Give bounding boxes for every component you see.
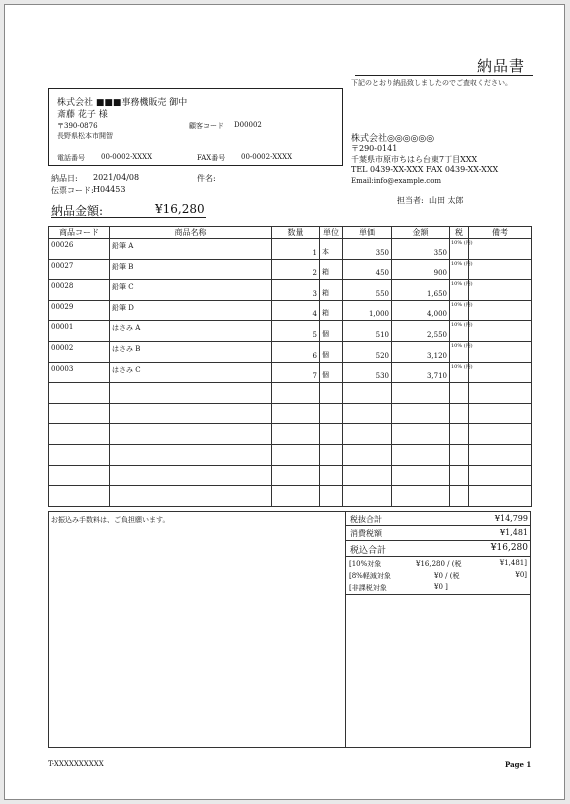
cell-code: 00026 [49,239,110,260]
cell-qty [272,383,320,404]
cell-note [469,424,532,445]
cell-name: 鉛筆 B [110,259,272,280]
cell-tax: 10% (内) [450,259,469,280]
cell-tax: 10% (内) [450,321,469,342]
cell-code: 00028 [49,280,110,301]
header-code: 商品コード [49,227,110,239]
cell-unit [320,403,343,424]
slip-code-label: 伝票コード: [51,186,94,195]
tax-8-amount: ¥0] [515,571,527,579]
cell-tax [450,465,469,486]
cell-note [469,321,532,342]
header-tax: 税 [450,227,469,239]
delivery-amount: ¥16,280 [155,202,205,216]
customer-person: 斎藤 花子 様 [57,110,108,120]
cell-amount: 350 [392,239,450,260]
cell-amount [392,403,450,424]
cell-code: 00002 [49,341,110,362]
delivery-note-page [4,4,565,800]
cell-tax: 10% (内) [450,341,469,362]
cell-note [469,465,532,486]
transfer-fee-note: お振込み手数料は、ご負担願います。 [51,516,170,524]
cell-code [49,444,110,465]
cell-note [469,341,532,362]
cell-amount [392,486,450,507]
cell-tax [450,383,469,404]
cell-unit [320,465,343,486]
cell-qty: 4 [272,300,320,321]
cell-price [343,403,392,424]
staff-name: 山田 太郎 [429,196,464,205]
table-row [49,383,532,404]
header-qty: 数量 [272,227,320,239]
cell-note [469,259,532,280]
delivery-date: 2021/04/08 [93,173,140,182]
issuer-company: 株式会社◎◎◎◎◎◎ [351,134,435,144]
cell-code [49,465,110,486]
cell-note [469,444,532,465]
cell-price: 1,000 [343,300,392,321]
cell-name: はさみ B [110,341,272,362]
staff-label: 担当者: [397,196,424,205]
cell-note [469,362,532,383]
cell-amount [392,444,450,465]
summary-area [48,511,531,748]
cell-unit: 個 [320,362,343,383]
cell-price: 520 [343,341,392,362]
subtotal-label: 税抜合計 [350,515,382,524]
cell-price [343,444,392,465]
issuer-tel-fax: TEL 0439-XX-XXX FAX 0439-XX-XXX [351,165,499,174]
cell-tax: 10% (内) [450,300,469,321]
customer-fax: 00-0002-XXXX [241,153,293,161]
header-unit: 単位 [320,227,343,239]
cell-note [469,239,532,260]
cell-qty [272,486,320,507]
tax-total-value: ¥1,481 [500,528,528,537]
cell-note [469,403,532,424]
customer-fax-label: FAX番号 [197,154,226,162]
cell-code: 00003 [49,362,110,383]
amount-underline [51,217,206,218]
table-row [49,362,532,383]
header-name: 商品名称 [110,227,272,239]
cell-code [49,383,110,404]
table-row [49,403,532,424]
cell-qty: 1 [272,239,320,260]
cell-amount: 3,710 [392,362,450,383]
cell-name [110,424,272,445]
customer-box [48,88,343,166]
cell-qty [272,444,320,465]
cell-name [110,465,272,486]
cell-amount: 2,550 [392,321,450,342]
issuer-email: Email:info@example.com [351,177,442,185]
cell-tax [450,486,469,507]
cell-tax [450,403,469,424]
customer-tel: 00-0002-XXXX [101,153,153,161]
cell-price [343,383,392,404]
tax-exempt-label: [非課税対象 [349,584,387,592]
cell-tax [450,444,469,465]
issuer-address: 千葉県市原市ちはら台東7丁目XXX [351,155,478,164]
customer-code: D00002 [234,121,262,129]
cell-amount [392,383,450,404]
cell-amount: 4,000 [392,300,450,321]
cell-price: 530 [343,362,392,383]
cell-name: 鉛筆 D [110,300,272,321]
grand-total-row [346,541,530,557]
cell-unit [320,486,343,507]
grand-total-value: ¥16,280 [490,543,528,553]
cell-name [110,383,272,404]
cell-code: 00029 [49,300,110,321]
cell-amount [392,465,450,486]
document-title: 納品書 [477,57,526,75]
cell-unit: 箱 [320,280,343,301]
cell-price: 510 [343,321,392,342]
cell-name [110,486,272,507]
tax-10-amount: ¥1,481] [499,559,527,567]
table-row [49,341,532,362]
cell-tax: 10% (内) [450,280,469,301]
tax-total-label: 消費税額 [350,529,382,538]
cell-unit [320,424,343,445]
cell-name [110,444,272,465]
cell-qty [272,403,320,424]
tax-total-row [346,526,530,541]
header-price: 単価 [343,227,392,239]
tax-8-row [346,571,530,583]
table-row [49,239,532,260]
cell-price: 550 [343,280,392,301]
table-row [49,486,532,507]
cell-note [469,383,532,404]
cell-amount [392,424,450,445]
table-row [49,300,532,321]
cell-amount: 3,120 [392,341,450,362]
tax-8-label: [8%軽減対象 [349,572,391,580]
customer-company: 株式会社 ■■■事務機販売 御中 [57,98,188,108]
cell-code [49,403,110,424]
cell-code [49,424,110,445]
cell-unit: 個 [320,321,343,342]
customer-tel-label: 電話番号 [57,154,85,162]
cell-qty [272,424,320,445]
title-underline [355,75,533,76]
cell-unit: 箱 [320,259,343,280]
grand-total-label: 税込合計 [350,546,387,556]
cell-unit: 本 [320,239,343,260]
items-table [48,226,532,507]
delivery-amount-label: 納品金額: [51,204,104,218]
header-note: 備考 [469,227,532,239]
cell-price [343,486,392,507]
table-row [49,465,532,486]
cell-code: 00001 [49,321,110,342]
cell-qty: 3 [272,280,320,301]
cell-code [49,486,110,507]
customer-postal: 〒390-0876 [57,122,98,130]
cell-price: 450 [343,259,392,280]
cell-amount: 1,650 [392,280,450,301]
cell-price: 350 [343,239,392,260]
cell-tax [450,424,469,445]
cell-unit: 箱 [320,300,343,321]
cell-name: 鉛筆 A [110,239,272,260]
subtotal-row [346,512,530,526]
delivery-date-label: 納品日: [51,174,78,183]
table-header-row [49,227,532,239]
cell-name: はさみ A [110,321,272,342]
slip-code: H04453 [93,185,126,194]
page-number: Page 1 [505,760,532,769]
cell-tax: 10% (内) [450,362,469,383]
cell-price [343,424,392,445]
table-row [49,321,532,342]
table-row [49,424,532,445]
cell-qty: 7 [272,362,320,383]
customer-address: 長野県松本市開智 [57,132,113,140]
cell-tax: 10% (内) [450,239,469,260]
cell-name [110,403,272,424]
cell-note [469,280,532,301]
tax-10-label: [10%対象 [349,560,382,568]
cell-name: 鉛筆 C [110,280,272,301]
cell-qty [272,465,320,486]
header-amount: 金額 [392,227,450,239]
cell-name: はさみ C [110,362,272,383]
cell-code: 00027 [49,259,110,280]
customer-code-label: 顧客コード [189,122,224,130]
tax-10-row [346,559,530,571]
issuer-postal: 〒290-0141 [351,144,398,153]
registration-number: T-XXXXXXXXXX [48,760,104,768]
tax-exempt-base: ¥0 ] [434,583,448,591]
subject-label: 件名: [197,174,216,183]
cell-note [469,300,532,321]
cell-qty: 2 [272,259,320,280]
cell-note [469,486,532,507]
tax-exempt-row [346,583,530,595]
cell-qty: 5 [272,321,320,342]
cell-unit [320,383,343,404]
cell-qty: 6 [272,341,320,362]
tax-10-base: ¥16,280 / (税 [416,560,462,568]
subtotal-value: ¥14,799 [494,514,528,523]
cell-amount: 900 [392,259,450,280]
table-row [49,444,532,465]
cell-unit [320,444,343,465]
tax-8-base: ¥0 / (税 [434,572,460,580]
cell-price [343,465,392,486]
intro-text: 下記のとおり納品致しましたのでご査収ください。 [351,79,512,87]
table-row [49,259,532,280]
table-row [49,280,532,301]
cell-unit: 個 [320,341,343,362]
